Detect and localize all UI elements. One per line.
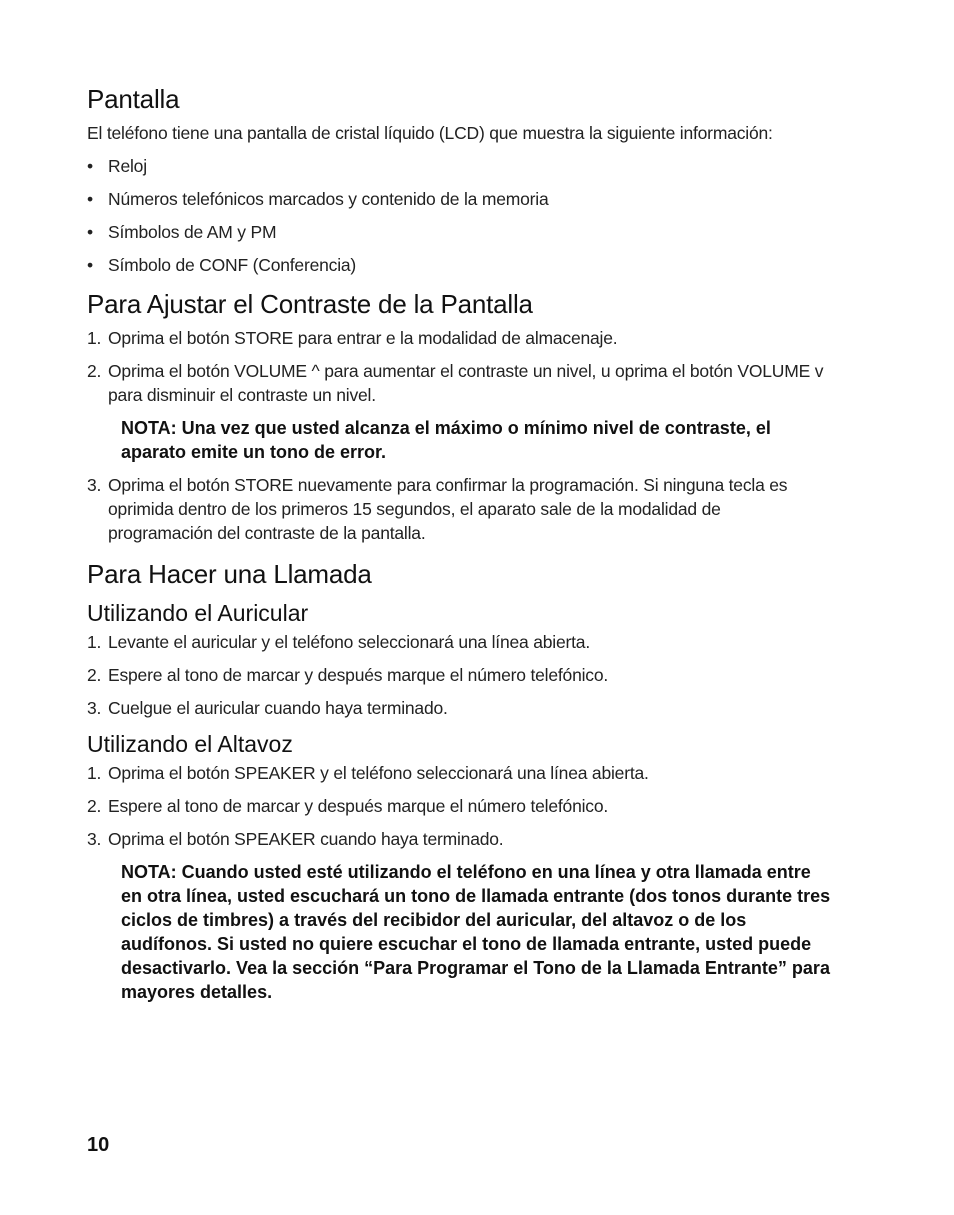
step-number: 2. [87, 796, 102, 816]
list-item [87, 827, 862, 851]
step-number: 1. [87, 632, 102, 652]
list-item [87, 663, 862, 687]
auricular-steps [87, 630, 862, 729]
step-number: 3. [87, 829, 102, 849]
list-item: • Números telefónicos marcados y contenido de la memoria [87, 187, 877, 211]
heading-llamada: Para Hacer una Llamada [87, 559, 372, 589]
step-text: Espere al tono de marcar y después marque el número telefónico. [108, 796, 609, 816]
step-number: 3. [87, 475, 102, 495]
step-text: Oprima el botón STORE nuevamente para confirmar la programación. Si ninguna tecla es oprimida dentro de los primeros 15 segundos, el aparato sale de la modalidad de programación del contraste de la pantalla. [108, 475, 788, 543]
step-number: 1. [87, 328, 102, 348]
pantalla-intro: El teléfono tiene una pantalla de cristal líquido (LCD) que muestra la siguiente información: [87, 123, 773, 143]
step-number: 3. [87, 698, 102, 718]
pantalla-bullets [87, 154, 877, 286]
list-item [87, 761, 862, 785]
heading-pantalla: Pantalla [87, 84, 180, 114]
list-item: • Símbolos de AM y PM [87, 220, 877, 244]
altavoz-steps [87, 761, 862, 860]
list-item [87, 473, 827, 545]
step-text: Espere al tono de marcar y después marque el número telefónico. [108, 665, 609, 685]
page-number: 10 [87, 1134, 110, 1156]
step-text: Oprima el botón SPEAKER cuando haya terminado. [108, 829, 504, 849]
altavoz-note: NOTA: Cuando usted esté utilizando el teléfono en una línea y otra llamada entre en otra línea, usted escuchará un tono de llamada entrante (dos tonos durante tres ciclos de timbres) a través del recibidor del auricular, del altavoz o de los audífonos. Si usted no quiere escuchar el tono de llamada entrante, usted puede desactivarlo. Vea la sección “Para Programar el Tono de la Llamada Entrante” para mayores detalles. [121, 862, 831, 1002]
step-text: Cuelgue el auricular cuando haya terminado. [108, 698, 448, 718]
heading-contraste: Para Ajustar el Contraste de la Pantalla [87, 289, 533, 319]
contraste-note: NOTA: Una vez que usted alcanza el máximo o mínimo nivel de contraste, el aparato emite un tono de error. [121, 418, 771, 462]
list-item [87, 630, 862, 654]
list-item: • Símbolo de CONF (Conferencia) [87, 253, 877, 277]
step-number: 2. [87, 361, 102, 381]
step-text: Levante el auricular y el teléfono seleccionará una línea abierta. [108, 632, 590, 652]
contraste-steps [87, 326, 862, 416]
list-item [87, 359, 862, 407]
heading-altavoz: Utilizando el Altavoz [87, 731, 293, 757]
step-text: Oprima el botón STORE para entrar e la modalidad de almacenaje. [108, 328, 618, 348]
list-item: • Reloj [87, 154, 877, 178]
step-number: 2. [87, 665, 102, 685]
heading-auricular: Utilizando el Auricular [87, 600, 309, 626]
contraste-steps-cont [87, 473, 827, 554]
step-text: Oprima el botón VOLUME ^ para aumentar el contraste un nivel, u oprima el botón VOLUME v para disminuir el contraste un nivel. [108, 361, 824, 405]
step-text: Oprima el botón SPEAKER y el teléfono seleccionará una línea abierta. [108, 763, 649, 783]
step-number: 1. [87, 763, 102, 783]
list-item [87, 696, 862, 720]
list-item [87, 794, 862, 818]
list-item [87, 326, 862, 350]
